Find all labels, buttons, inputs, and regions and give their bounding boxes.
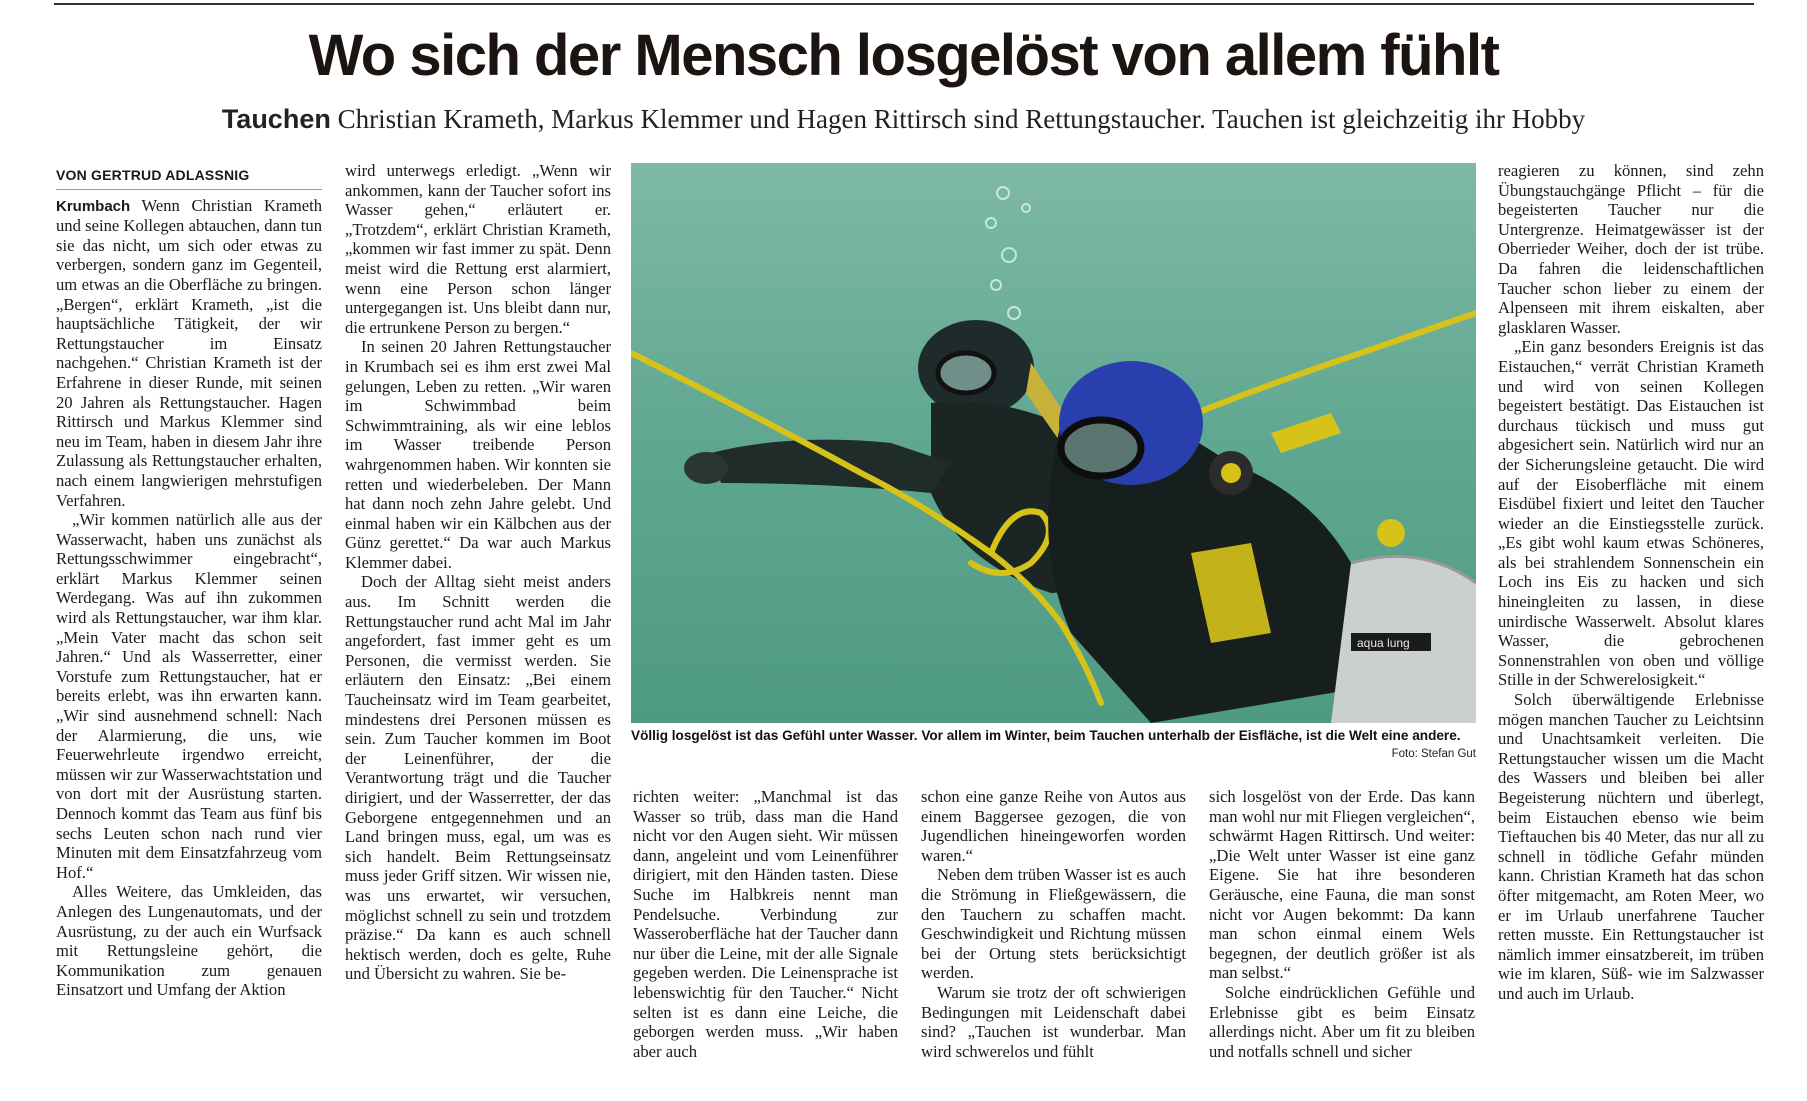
article-paragraph: Warum sie trotz der oft schwierigen Bedingungen mit Leidenschaft dabei sind? „Tauchen ist wunderbar. Man wird schwerelos und fühlt <box>921 982 1186 1061</box>
article-paragraph: schon eine ganze Reihe von Autos aus einem Baggersee gezogen, die von Jugendlichen hineingeworfen worden waren.“ <box>921 787 1186 865</box>
photo-caption: Völlig losgelöst ist das Gefühl unter Wasser. Vor allem im Winter, beim Tauchen unterhalb der Eisfläche, ist die Welt eine andere. <box>631 728 1461 743</box>
kicker: Tauchen <box>221 104 331 134</box>
article-paragraph: Neben dem trüben Wasser ist es auch die Strömung in Fließgewässern, die den Tauchern zu schaffen macht. Geschwindigkeit und Richtung müssen bei der Ortung stets berücksichtigt werden. <box>921 865 1186 983</box>
underwater-divers-illustration <box>631 163 1476 723</box>
subheadline-text: Christian Krameth, Markus Klemmer und Hagen Rittirsch sind Rettungstaucher. Tauchen ist gleichzeitig ihr Hobby <box>337 104 1586 134</box>
photo-credit: Foto: Stefan Gut <box>1391 748 1476 760</box>
headline: Wo sich der Mensch losgelöst von allem fühlt <box>308 23 1499 88</box>
article-paragraph: „Ein ganz besonders Ereignis ist das Eistauchen,“ verrät Christian Krameth und wird von seinen Kollegen begeistert bestätigt. Das Eistauchen ist durchaus tückisch und muss gut abgesichert sein. Natürlich wird nur an der Sicherungsleine getaucht. Die wird auf der Eisoberfläche mit einem Eisdübel fixiert und leitet den Taucher wieder an die Einstiegsstelle zurück. „Es gibt wohl kaum etwas Schöneres, als bei strahlendem Sonnenschein ein Loch ins Eis zu hacken und sich hineingleiten zu lassen, in diese unirdische Wasserwelt. Absolut klares Wasser, die gebrochenen Sonnenstrahlen von oben und völlige Stille in der Schwerelosigkeit.“ <box>1498 337 1764 690</box>
article-paragraph: Solche eindrücklichen Gefühle und Erlebnisse gibt es beim Einsatz allerdings nicht. Aber um fit zu bleiben und notfalls schnell und sicher <box>1209 982 1475 1061</box>
article-column-2 <box>345 161 611 1071</box>
article-paragraph <box>56 196 322 511</box>
article-paragraph: In seinen 20 Jahren Rettungstaucher in Krumbach sei es ihm erst zwei Mal gelungen, Leben zu retten. „Wir waren im Schwimmbad beim Schwimmtraining, als wir eine leblos im Wasser treibende Person wahrgenommen haben. Wir konnten sie retten und wiederbeleben. Der Mann hat dann noch zehn Jahre gelebt. Und einmal haben wir ein Kälbchen aus der Günz gerettet.“ Da war auch Markus Klemmer dabei. <box>345 337 611 572</box>
subheadline <box>0 104 1807 135</box>
article-column-6 <box>1498 161 1764 1071</box>
article-paragraph: „Wir kommen natürlich alle aus der Wasserwacht, haben uns zunächst als Rettungsschwimmer eingebracht“, erklärt Markus Klemmer seinen Werdegang. Was auf ihn zukommen wird als Rettungstaucher, war ihm klar. „Mein Vater macht das schon seit Jahren.“ Und als Wasserretter, einer Vorstufe zum Rettungstaucher, hat er bereits erlebt, was ihn erwarten kann. „Wir sind ausnehmend schnell: Nach der Alarmierung, die uns, wie Feuerwehrleute irgendwo erreicht, müssen wir zur Wasserwachtstation und von dort mit der Ausrüstung starten. Dennoch kommt das Team aus fünf bis sechs Leuten schon nach rund vier Minuten mit dem Einsatzfahrzeug vom Hof.“ <box>56 510 322 882</box>
article-paragraph: richten weiter: „Manchmal ist das Wasser so trüb, dass man die Hand nicht vor den Augen sieht. Wir müssen dann, angeleint und vom Leinenführer dirigiert, mit den Händen tasten. Diese Suche im Halbkreis nennt man Pendelsuche. Verbindung zur Wasseroberfläche hat der Taucher dann nur über die Leine, mit der alle Signale gegeben werden. Die Leinensprache ist lebenswichtig für den Taucher.“ Nicht selten ist es dann eine Leiche, die geborgen werden muss. „Wir haben aber auch <box>633 787 898 1061</box>
article-paragraph: Alles Weitere, das Umkleiden, das Anlegen des Lungenautomats, und der Ausrüstung, zu der auch ein Wurfsack mit Rettungsleine gehört, die Kommunikation zum genauen Einsatzort und Umfang der Aktion <box>56 882 322 1000</box>
article-paragraph: reagieren zu können, sind zehn Übungstauchgänge Pflicht – für die begeisterten Taucher nur die Untergrenze. Heimatgewässer ist der Oberrieder Weiher, doch der ist trübe. Da fahren die leidenschaftlichen Taucher schon lieber zu einem der Alpenseen mit ihrem eiskalten, aber glasklaren Wasser. <box>1498 161 1764 337</box>
dateline: Krumbach <box>56 197 131 215</box>
article-column-1 <box>56 166 322 1071</box>
article-paragraph: Solch überwältigende Erlebnisse mögen manchen Taucher zu Leichtsinn und Unachtsamkeit verleiten. Die Rettungstaucher wissen um die Macht des Wassers und bleiben bei aller Begeisterung nüchtern und überlegt, beim Eistauchen ebenso wie beim Tieftauchen bis 40 Meter, das nur all zu schnell in tödliche Gefahr münden kann. Christian Krameth hat das schon öfter mitgemacht, am Roten Meer, wo er im Urlaub unerfahrene Taucher retten musste. Ein Rettungstaucher ist nämlich immer einsatzbereit, im trüben wie im klaren, Süß- wie im Salzwasser und auch im Urlaub. <box>1498 690 1764 1003</box>
tank-brand-text: aqua lung <box>1357 636 1410 650</box>
article-paragraph: sich losgelöst von der Erde. Das kann man wohl nur mit Fliegen vergleichen“, schwärmt Hagen Rittirsch. Und weiter: „Die Welt unter Wasser ist eine ganz Eigene. Sie hat ihre besonderen Geräusche, eine Fauna, die man sonst nicht vor Augen bekommt: Da kann man schon einmal einem Wels begegnen, der deutlich größer ist als man selbst.“ <box>1209 787 1475 983</box>
article-paragraph: wird unterwegs erledigt. „Wenn wir ankommen, kann der Taucher sofort ins Wasser gehen,“ erläutert er. „Trotzdem“, erklärt Christian Krameth, „kommen wir fast immer zu spät. Denn meist wird die Rettung erst alarmiert, wenn eine Person schon länger untergegangen ist. Uns bleibt dann nur, die ertrunkene Person zu bergen.“ <box>345 161 611 337</box>
article-column-4 <box>921 787 1186 1071</box>
article-column-5 <box>1209 787 1475 1071</box>
article-paragraph: Doch der Alltag sieht meist anders aus. Im Schnitt werden die Rettungstaucher rund acht Mal im Jahr angefordert, fast immer geht es um Personen, die vermisst werden. Sie erläutern den Einsatz: „Bei einem Taucheinsatz wird im Team gearbeitet, mindestens drei Personen müssen es sein. Zum Taucher kommen im Boot der Leinenführer, der die Verantwortung trägt und die Taucher dirigiert, und der Wasserretter, der das Geborgene entgegennehmen und an Land bringen muss, egal, um was es sich handelt. Beim Rettungseinsatz muss jeder Griff sitzen. Wir wissen nie, was uns erwartet, wir versuchen, möglichst schnell zu sein und trotzdem präzise.“ Da kann es auch schnell hektisch werden, doch es gelte, Ruhe und Übersicht zu wahren. Sie be- <box>345 572 611 984</box>
tank-label <box>1351 633 1431 651</box>
diver-photo <box>631 163 1476 723</box>
top-rule <box>54 3 1754 5</box>
article-column-3 <box>633 787 898 1071</box>
paragraph-text: Wenn Christian Krameth und seine Kollegen abtauchen, dann tun sie das nicht, um sich oder etwas zu verbergen, sondern ganz im Gegenteil, um etwas an die Oberfläche zu bringen. „Bergen“, erklärt Krameth, „ist die hauptsächliche Tätigkeit, der wir Rettungstaucher im Einsatz nachgehen.“ Christian Krameth ist der Erfahrene in dieser Runde, mit seinen 20 Jahren als Rettungstaucher. Hagen Rittirsch und Markus Klemmer sind neu im Team, haben in diesem Jahr ihre Zulassung als Rettungstaucher erhalten, nach einem langwierigen mehrstufigen Verfahren. <box>56 195 322 510</box>
byline: VON GERTRUD ADLASSNIG <box>56 166 322 190</box>
